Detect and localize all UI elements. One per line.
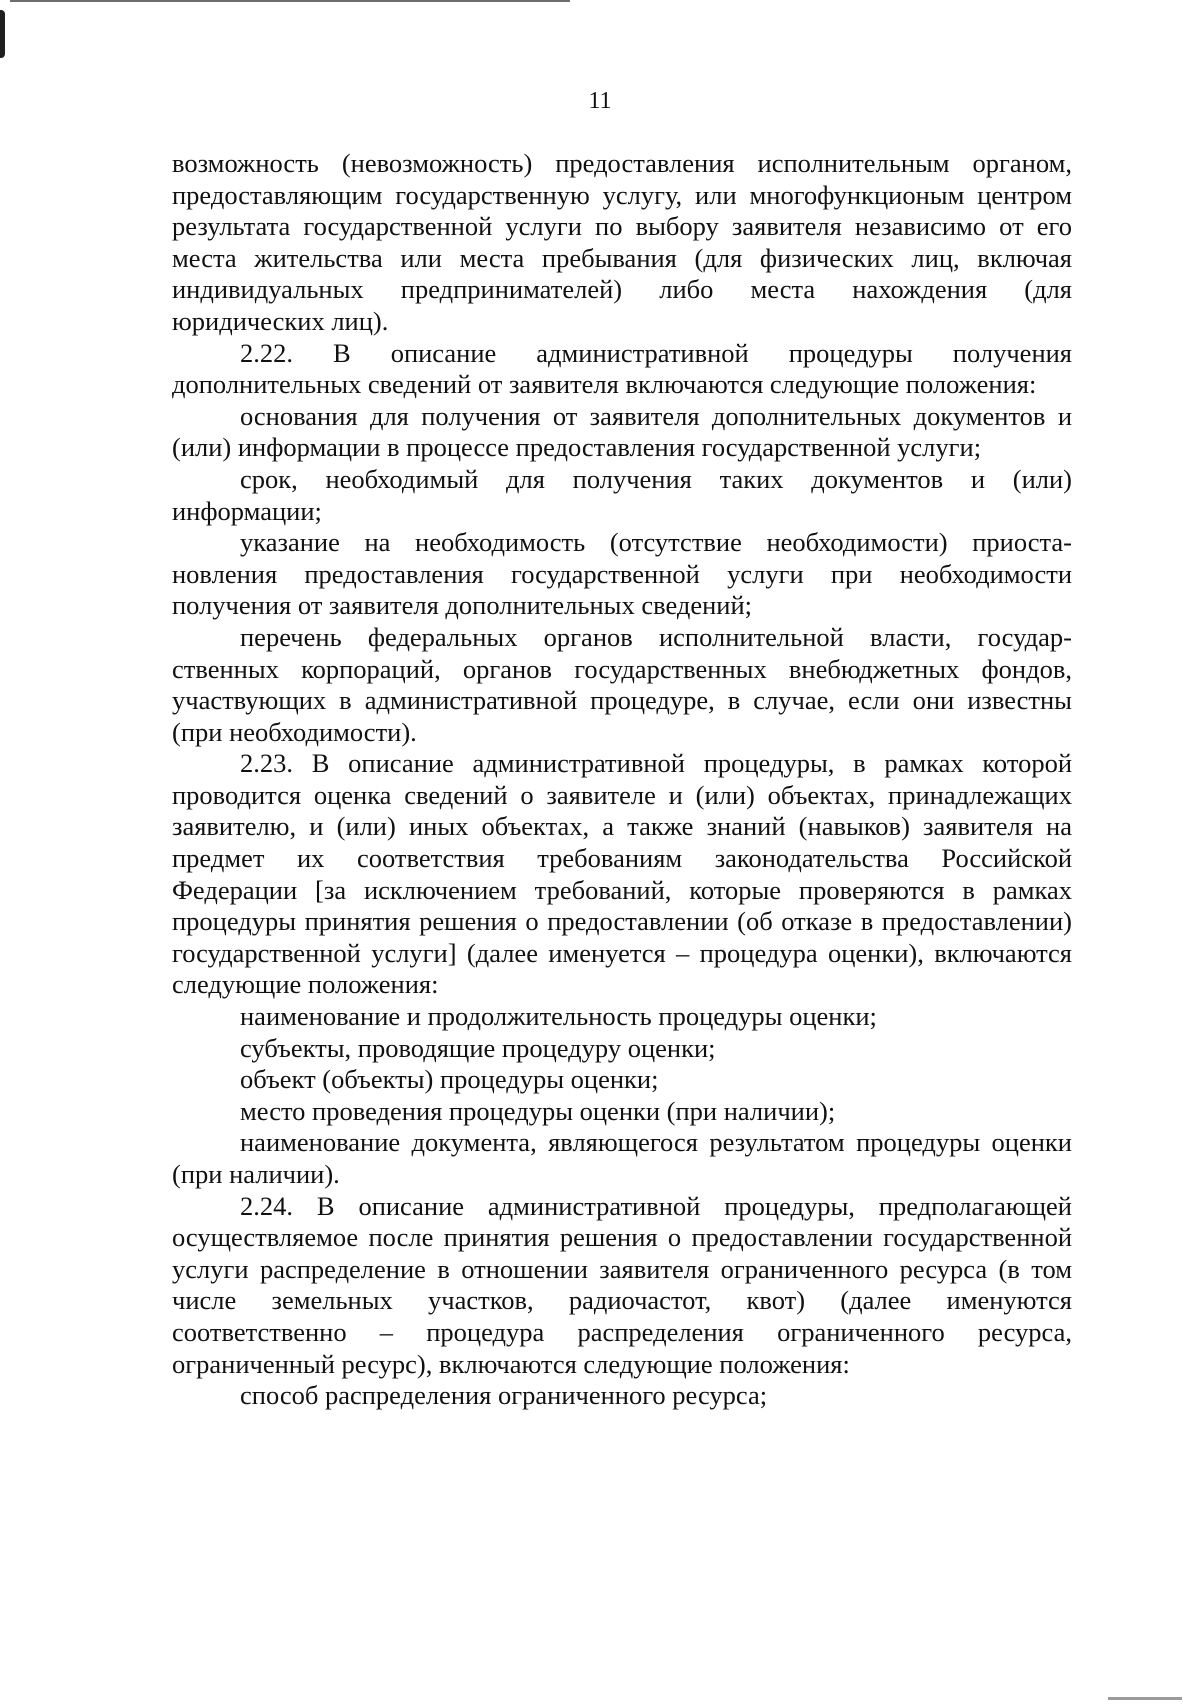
paragraph-item: указание на необходимость (отсутствие необходимости) приостановления предоставления государственной услуги при необходимости получения от заявителя дополнительных сведений;: [172, 527, 1072, 621]
paragraph-item: наименование документа, являющегося результатом процедуры оценки (при наличии).: [172, 1127, 1072, 1189]
paragraph-item: наименование и продолжительность процедуры оценки;: [240, 1001, 877, 1032]
paragraph-item: субъекты, проводящие процедуру оценки;: [240, 1032, 716, 1063]
paragraph-item: срок, необходимый для получения таких документов и (или) информации;: [172, 463, 1072, 526]
paragraph-item: место проведения процедуры оценки (при наличии);: [240, 1095, 836, 1126]
paragraph-2-24: 2.24. В описание административной процедуры, предполагающей осуществляемое после принятия решения о предоставлении государственной услуги распределение в отношении заявителя ограниченного ресурса (в том числе земельных участков, радиочастот, квот) (далее именуются соответственно – процедура распределения ограниченного ресурса, ограниченный ресурс), включаются следующие положения:: [172, 1190, 1072, 1379]
paragraph-2-23: 2.23. В описание административной процедуры, в рамках которой проводится оценка сведений о заявителе и (или) объектах, принадлежащих заявителю, и (или) иных объектах, а также знаний (навыков) заявителя на предмет их соответствия требованиям законодательства Российской Федерации [за исключением требований, которые проверяются в рамках процедуры принятия решения о предоставлении (об отказе в предоставлении) государственной услуги] (далее именуется – процедура оценки), включаются следующие положения:: [172, 748, 1072, 1000]
paragraph-item: способ распределения ограниченного ресурса;: [240, 1380, 768, 1411]
scan-edge-left: [0, 10, 5, 58]
paragraph-2-22: 2.22. В описание административной процедуры получения дополнительных сведений от заявителя включаются следующие положения:: [172, 337, 1072, 400]
paragraph-item: основания для получения от заявителя дополнительных документов и (или) информации в процессе предоставления государственной услуги;: [172, 400, 1072, 463]
scan-edge-bottom: [1108, 1697, 1182, 1700]
page-number: 11: [588, 88, 612, 114]
document-body: [172, 148, 1072, 1412]
scan-edge-top: [10, 0, 570, 2]
paragraph-item: перечень федеральных органов исполнительной власти, государственных корпораций, органов государственных внебюджетных фондов, участвующих в административной процедуре, в случае, если они известны (при необходимости).: [172, 621, 1072, 747]
paragraph-continuation: возможность (невозможность) предоставления исполнительным органом, предоставляющим государственную услугу, или многофункционым центром результата государственной услуги по выбору заявителя независимо от его места жительства или места пребывания (для физических лиц, включая индивидуальных предпринимателей) либо места нахождения (для юридических лиц).: [172, 148, 1072, 336]
paragraph-item: объект (объекты) процедуры оценки;: [240, 1064, 659, 1095]
